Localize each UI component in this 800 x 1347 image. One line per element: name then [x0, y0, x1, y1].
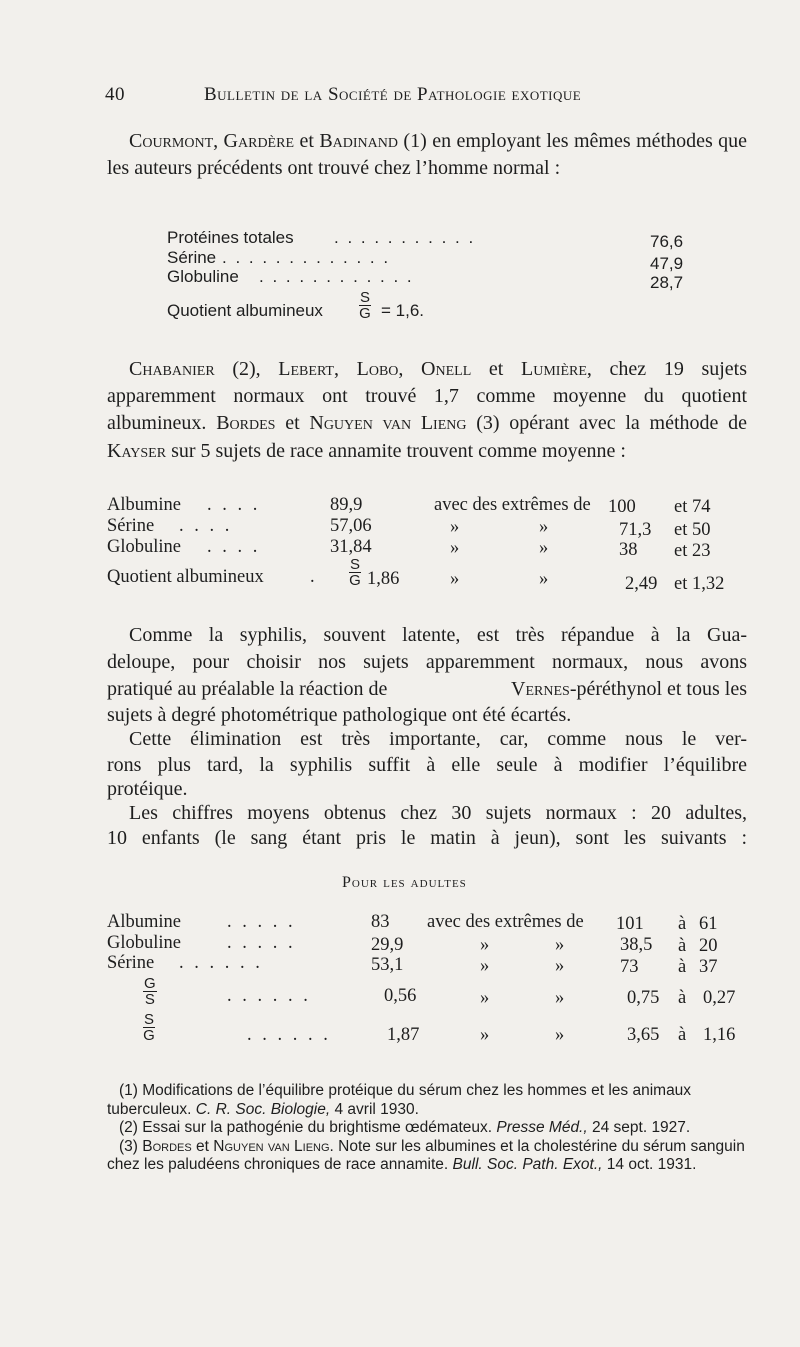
- footnote-text: (1) Modifications de l’équilibre protéique du sérum chez les hommes et les animaux tuberculeux.: [107, 1082, 692, 1118]
- table2-c3b-3: 2,49: [625, 574, 658, 594]
- table3-dots-2: . . . . . .: [179, 953, 263, 973]
- table2-value-3: 1,86: [367, 569, 400, 589]
- paragraph-text: sur 5 sujets de race annamite trouvent comme moyenne :: [171, 439, 626, 462]
- author-name: Lumière: [521, 358, 587, 380]
- table2-c2-1: »: [539, 517, 549, 537]
- footnote-citation: Bull. Soc. Path. Exot.,: [452, 1156, 603, 1173]
- table3-c2b-2: 73: [620, 957, 639, 977]
- table3-c3a-1: à: [678, 936, 687, 956]
- table2-label-1: Sérine: [107, 516, 155, 536]
- table1-value-2: 28,7: [650, 273, 684, 292]
- text-line: deloupe, pour choisir nos sujets apparemment normaux, nous avons: [107, 651, 747, 673]
- table3-value-0: 83: [371, 912, 390, 932]
- table3-c3-3: 0,27: [703, 988, 736, 1008]
- fraction-numerator: S: [144, 1011, 155, 1028]
- footnote-1: [107, 1082, 754, 1119]
- table2-label-3: Quotient albumineux: [107, 567, 264, 587]
- table2-dots-1: . . . .: [179, 516, 233, 536]
- text-line: rons plus tard, la syphilis suffit à elle seule à modifier l’équilibre: [107, 754, 747, 776]
- table3-c2-0: 101: [616, 914, 644, 934]
- page-number: 40: [105, 84, 125, 105]
- table2-c3-0: et 74: [674, 497, 711, 517]
- table3-value-1: 29,9: [371, 935, 404, 955]
- fraction-denominator: G: [143, 1027, 155, 1044]
- footnote-date: 14 oct. 1931.: [606, 1156, 697, 1173]
- author-name: Badinand: [319, 130, 398, 152]
- table2-dots-2: . . . .: [207, 537, 261, 557]
- fraction-numerator: S: [350, 556, 361, 573]
- text-line: Cette élimination est très importante, car, comme nous le ver-: [129, 728, 747, 750]
- table1-label-0: Protéines totales: [167, 228, 294, 247]
- conjunction: et: [196, 1137, 209, 1155]
- table3-c1-2: »: [480, 956, 490, 976]
- running-title: Bulletin de la Société de Pathologie exotique: [204, 84, 582, 105]
- paragraph-text: , chez 19 sujets apparemment normaux ont trouvé 1,7 comme moyenne du quotient albumineux.: [107, 358, 748, 435]
- footnotes: [107, 1082, 754, 1175]
- table3-c2b-1: 38,5: [620, 935, 653, 955]
- fraction-numerator: S: [360, 289, 371, 306]
- footnote-text: (2) Essai sur la pathogénie du brightisme œdémateux.: [119, 1119, 493, 1136]
- table2-c3-3: et 1,32: [674, 574, 725, 594]
- ratio-fraction-gs: [143, 976, 157, 1007]
- table2-c3-1: et 50: [674, 520, 711, 540]
- table3-c3a-0: à: [678, 914, 687, 934]
- footnote-3: [107, 1138, 754, 1175]
- author-name: Bordes: [142, 1137, 192, 1155]
- table3-c1-1: »: [480, 935, 490, 955]
- paragraph-1: [107, 128, 747, 182]
- table2-c1-0: avec des extrêmes de: [434, 495, 591, 515]
- author-name: Nguyen van Lieng: [213, 1137, 330, 1155]
- table3-c1-3: »: [480, 988, 490, 1008]
- text-line: Comme la syphilis, souvent latente, est très répandue à la Gua-: [129, 624, 747, 646]
- paragraph-2: [107, 356, 747, 465]
- paragraph-text: (3) opérant avec la méthode de: [476, 412, 748, 435]
- table3-label-0: Albumine: [107, 912, 181, 932]
- text-line: 10 enfants (le sang étant pris le matin à jeun), sont les suivants :: [107, 827, 747, 849]
- table3-c3a-2: à: [678, 957, 687, 977]
- fraction-denominator: G: [359, 305, 371, 322]
- author-name: Vernes: [511, 678, 570, 700]
- table2-c3b-1: 71,3: [619, 520, 652, 540]
- section-title: Pour les adultes: [342, 874, 467, 891]
- table3-c3a-4: à: [678, 1025, 687, 1045]
- author-names: Courmont, Gardère: [129, 130, 294, 152]
- conjunction: et: [299, 130, 314, 152]
- text-fragment: pratiqué au préalable la réaction de: [107, 678, 388, 700]
- table2-c1-2: »: [450, 538, 460, 558]
- author-names: Chabanier (2), Lebert, Lobo, Onell: [129, 358, 472, 380]
- table2-c1-1: »: [450, 517, 460, 537]
- table3-dots-0: . . . . .: [227, 912, 296, 932]
- fraction-numerator: G: [144, 975, 156, 992]
- table3-c1-4: »: [480, 1025, 490, 1045]
- fraction-denominator: S: [144, 991, 155, 1008]
- table2-label-0: Albumine: [107, 495, 181, 515]
- table3-c2-3: »: [555, 988, 565, 1008]
- author-name: Nguyen van Lieng: [309, 412, 467, 435]
- conjunction: et: [285, 412, 300, 435]
- table2-value-1: 57,06: [330, 516, 372, 536]
- table2-label-2: Globuline: [107, 537, 181, 557]
- table3-dots-3: . . . . . .: [227, 986, 311, 1006]
- fraction-denominator: G: [349, 572, 361, 589]
- conjunction: et: [488, 358, 504, 380]
- table2-c2-3: »: [539, 569, 549, 589]
- table1-quotient-label: Quotient albumineux: [167, 301, 323, 320]
- table3-label-1: Globuline: [107, 933, 181, 953]
- footnote-citation: Presse Méd.,: [496, 1119, 588, 1136]
- footnote-text: . Note sur les albumines et la cholestérine du sérum sanguin chez les paludéens chroniques de race annamite.: [107, 1137, 745, 1173]
- table1-dots-1: . . . . . . . . . . . . .: [222, 248, 391, 267]
- table2-c2-2: »: [539, 538, 549, 558]
- table2-value-2: 31,84: [330, 537, 372, 557]
- table1-quotient-value: = 1,6.: [381, 301, 425, 320]
- text-line: sujets à degré photométrique pathologique ont été écartés.: [107, 704, 572, 726]
- table1-dots-0: . . . . . . . . . . .: [334, 228, 476, 247]
- table3-dots-1: . . . . .: [227, 933, 296, 953]
- footnote-date: 24 sept. 1927.: [591, 1119, 691, 1136]
- footnote-date: 4 avril 1930.: [334, 1100, 419, 1118]
- author-name: Kayser: [107, 439, 167, 462]
- text-line: protéique.: [107, 778, 188, 800]
- table2-dots-3: .: [310, 567, 315, 587]
- table3-c2-4: »: [555, 1025, 565, 1045]
- table3-c3-4: 1,16: [703, 1025, 736, 1045]
- table3-c2b-3: 0,75: [627, 988, 660, 1008]
- table1-dots-2: . . . . . . . . . . . .: [259, 267, 414, 286]
- ratio-fraction-sg: [143, 1012, 155, 1043]
- text-fragment: -péréthynol et tous les: [569, 678, 747, 700]
- footnote-ref: (1): [403, 130, 427, 152]
- table3-value-2: 53,1: [371, 955, 404, 975]
- table1-label-1: Sérine: [167, 248, 217, 267]
- table3-c3-0: 61: [699, 914, 718, 934]
- table3-c1-0: avec des extrêmes de: [427, 912, 584, 932]
- quotient-fraction: [359, 290, 371, 321]
- text-line: Les chiffres moyens obtenus chez 30 sujets normaux : 20 adultes,: [129, 802, 747, 824]
- footnote-citation: C. R. Soc. Biologie,: [195, 1100, 331, 1118]
- table1-value-1: 47,9: [650, 254, 684, 273]
- table2-value-0: 89,9: [330, 495, 363, 515]
- table3-label-2: Sérine: [107, 953, 155, 973]
- table3-c3-2: 37: [699, 957, 718, 977]
- paragraph-text: en employant les mêmes méthodes que les auteurs précédents ont trouvé chez l’homme normal :: [107, 130, 748, 180]
- table1-value-0: 76,6: [650, 232, 684, 251]
- text-line: [107, 678, 747, 701]
- author-name: Bordes: [216, 412, 276, 435]
- table2-c1-3: »: [450, 569, 460, 589]
- table3-value-4: 1,87: [387, 1025, 420, 1045]
- table3-value-3: 0,56: [384, 986, 417, 1006]
- table3-c2b-4: 3,65: [627, 1025, 660, 1045]
- table3-c2-2: »: [555, 956, 565, 976]
- table3-dots-4: . . . . . .: [247, 1025, 331, 1045]
- footnote-2: [107, 1119, 754, 1138]
- footnote-ref: (3): [119, 1137, 138, 1155]
- table2-c3b-2: 38: [619, 540, 638, 560]
- table3-c3a-3: à: [678, 988, 687, 1008]
- quotient-fraction: [349, 557, 361, 588]
- table3-c3-1: 20: [699, 936, 718, 956]
- table2-dots-0: . . . .: [207, 495, 261, 515]
- table1-label-2: Globuline: [167, 267, 239, 286]
- table2-c2-0: 100: [608, 497, 636, 517]
- table3-c2-1: »: [555, 935, 565, 955]
- table2-c3-2: et 23: [674, 541, 711, 561]
